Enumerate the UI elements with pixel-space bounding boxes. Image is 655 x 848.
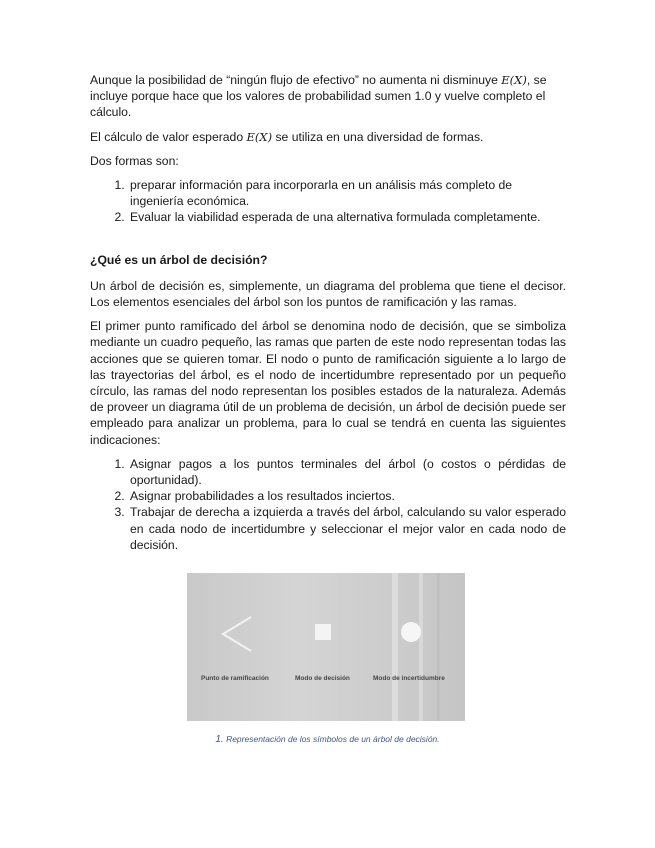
caption-number: 1. (215, 734, 224, 745)
uses-list (90, 177, 566, 226)
intro-p2-text: El cálculo de valor esperado (90, 129, 247, 144)
intro-p1-text-end: , se incluye porque hace que los valores de probabilidad sumen 1.0 y vuelve completo el cálculo. (90, 73, 547, 120)
list-item: 1. Asignar pagos a los puntos terminales del árbol (o costos o pérdidas de oportunidad). (128, 456, 566, 488)
caption-text: Representación de los símbolos de un árbol de decisión. (223, 734, 440, 744)
intro-p1-text: Aunque la posibilidad de “ningún flujo de efectivo” no aumenta ni disminuye (90, 73, 502, 87)
label-uncertainty-node: Modo de incertidumbre (373, 675, 445, 682)
symbols-drawing (187, 573, 465, 721)
decision-node-square-icon (315, 624, 331, 640)
uncertainty-node-circle-icon (401, 622, 421, 642)
intro-paragraph-2 (90, 129, 566, 145)
expected-value-symbol: E(X) (501, 73, 527, 87)
intro-paragraph-3: Dos formas son: (90, 153, 179, 168)
branch-point-icon (223, 617, 251, 651)
list-item: 2. Asignar probabilidades a los resultados inciertos. (128, 488, 566, 504)
intro-p2-text-end: se utiliza en una diversidad de formas. (272, 129, 484, 144)
section-paragraph-1: Un árbol de decisión es, simplemente, un diagrama del problema que tiene el decisor. Los elementos esenciales del árbol son los puntos de ramificación y las ramas. (90, 278, 566, 310)
list-item: 1. preparar información para incorporarla en un análisis más completo de ingeniería económica. (128, 177, 566, 209)
label-branch-point: Punto de ramificación (201, 675, 269, 682)
section-paragraph-2: El primer punto ramificado del árbol se denomina nodo de decisión, que se simboliza mediante un cuadro pequeño, las ramas que parten de este nodo representan todas las acciones que se quieren tomar. El nodo o punto de ramificación siguiente a lo largo de las trayectorias del árbol, es el nodo de incertidumbre representado por un pequeño círculo, las ramas del nodo representan los posibles estados de la naturaleza. Además de proveer un diagrama útil de un problema de decisión, un árbol de decisión puede ser empleado para analizar un problema, para lo cual se tendrá en cuenta las siguientes indicaciones: (90, 319, 566, 447)
steps-list (90, 456, 566, 553)
label-decision-node: Modo de decisión (295, 675, 350, 682)
document-body (90, 72, 566, 561)
list-item: 2. Evaluar la viabilidad esperada de una alternativa formulada completamente. (128, 209, 566, 225)
decision-tree-symbols-figure (187, 573, 465, 721)
section-heading: ¿Qué es un árbol de decisión? (90, 252, 268, 267)
intro-paragraph-1 (90, 72, 566, 121)
list-item: 3. Trabajar de derecha a izquierda a través del árbol, calculando su valor esperado en cada nodo de incertidumbre y seleccionar el mejor valor en cada nodo de decisión. (128, 504, 566, 553)
expected-value-symbol: E(X) (246, 129, 273, 144)
figure-caption (0, 734, 655, 745)
